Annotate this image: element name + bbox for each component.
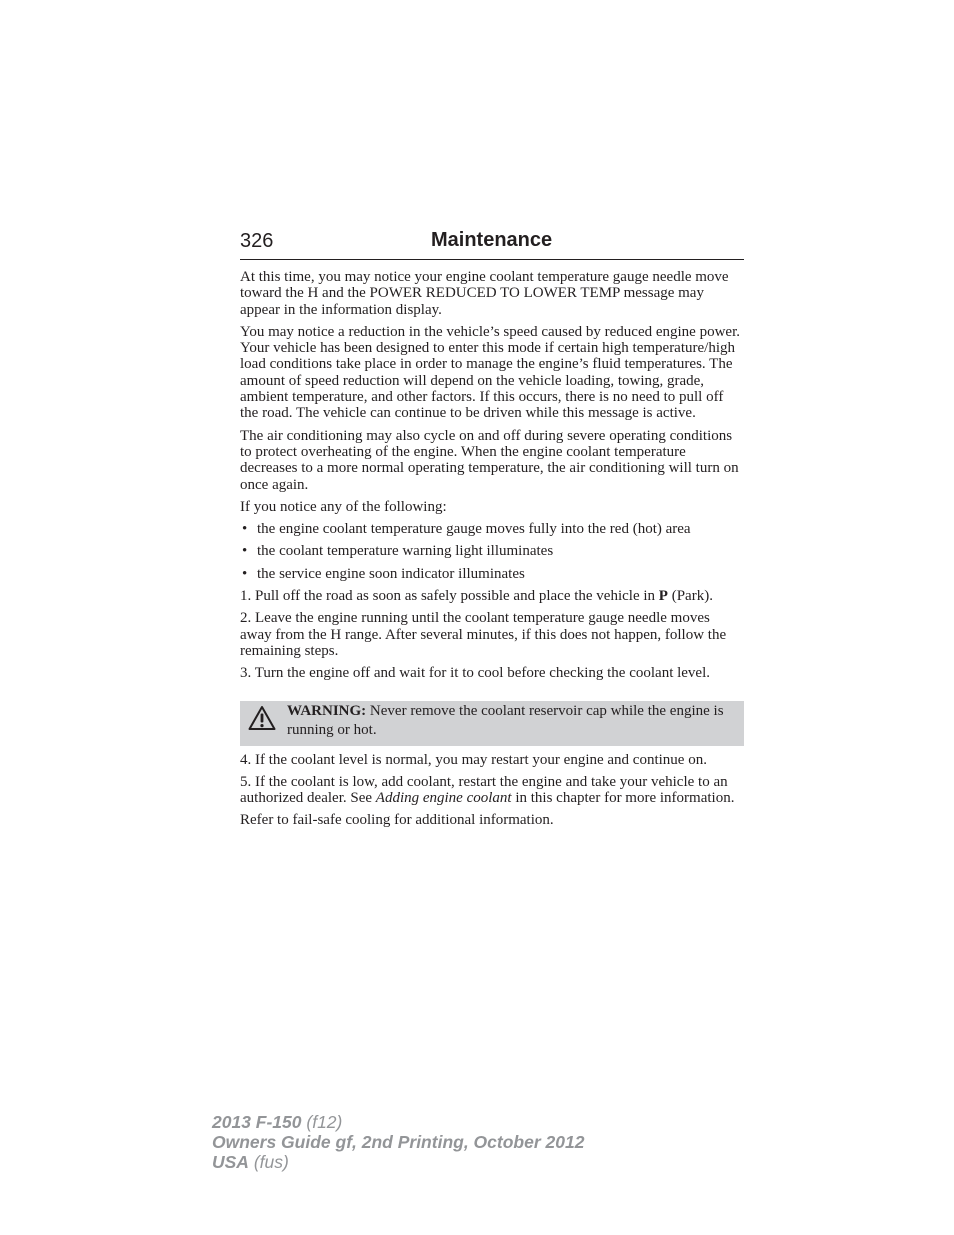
paragraph-speed-reduction: You may notice a reduction in the vehicle’s speed caused by reduced engine power. Your vehicle has been designed to enter this mode if certain high temperature/high load conditions take place in order to manage the engine’s fluid temperatures. The amount of speed reduction will depend on the vehicle loading, towing, grade, ambient temperature, and other factors. If this occurs, there is no need to pull off the road. The vehicle can continue to be driven while this message is active. [240,323,740,422]
list-item-text: the coolant temperature warning light illuminates [257,543,554,560]
section-title: Maintenance [431,229,553,251]
page-number: 326 [240,230,274,252]
step-2: 2. Leave the engine running until the coolant temperature gauge needle moves away from the H range. After several minutes, if this does not happen, follow the remaining steps. [240,610,727,659]
step-1: 1. Pull off the road as soon as safely possible and place the vehicle in P (Park). [240,588,713,605]
bullet-icon: • [242,521,248,538]
list-item-text: the engine coolant temperature gauge moves fully into the red (hot) area [257,521,691,538]
park-gear-label: P [658,588,668,605]
page-header [240,229,744,260]
footer-guide-line: Owners Guide gf, 2nd Printing, October 2012 [212,1132,585,1152]
warning-label: WARNING: [287,702,367,719]
warning-triangle-icon [248,705,276,731]
paragraph-closing: Refer to fail-safe cooling for additional information. [240,812,554,829]
page-footer [212,1112,584,1172]
footer-market-line: USA (fus) [212,1152,289,1172]
paragraph-gauge-notice: At this time, you may notice your engine coolant temperature gauge needle move toward the H and the POWER REDUCED TO LOWER TEMP message may appear in the information display. [240,269,729,318]
warning-box [240,701,744,746]
list-item [240,543,744,559]
bullet-icon: • [242,565,248,582]
bullet-icon: • [242,543,248,560]
list-item-text: the service engine soon indicator illuminates [257,565,525,582]
step-3: 3. Turn the engine off and wait for it to cool before checking the coolant level. [240,665,711,682]
list-item [240,566,744,582]
list-item [240,521,744,537]
symptom-list [240,521,744,582]
step-4: 4. If the coolant level is normal, you may restart your engine and continue on. [240,751,707,768]
warning-text: Never remove the coolant reservoir cap while the engine is running or hot. [287,702,724,739]
paragraph-air-conditioning: The air conditioning may also cycle on and off during severe operating conditions to protect overheating of the engine. When the engine coolant temperature decreases to a more normal operating temperature, the air conditioning will turn on once again. [240,427,739,493]
cross-reference-link: Adding engine coolant [375,790,512,807]
paragraph-notice-intro: If you notice any of the following: [240,498,447,515]
step-5: 5. If the coolant is low, add coolant, restart the engine and take your vehicle to an authorized dealer. See Adding engine coolant in this chapter for more information. [240,773,735,807]
footer-model-line: 2013 F-150 (f12) [212,1112,343,1132]
page-body [240,269,744,835]
